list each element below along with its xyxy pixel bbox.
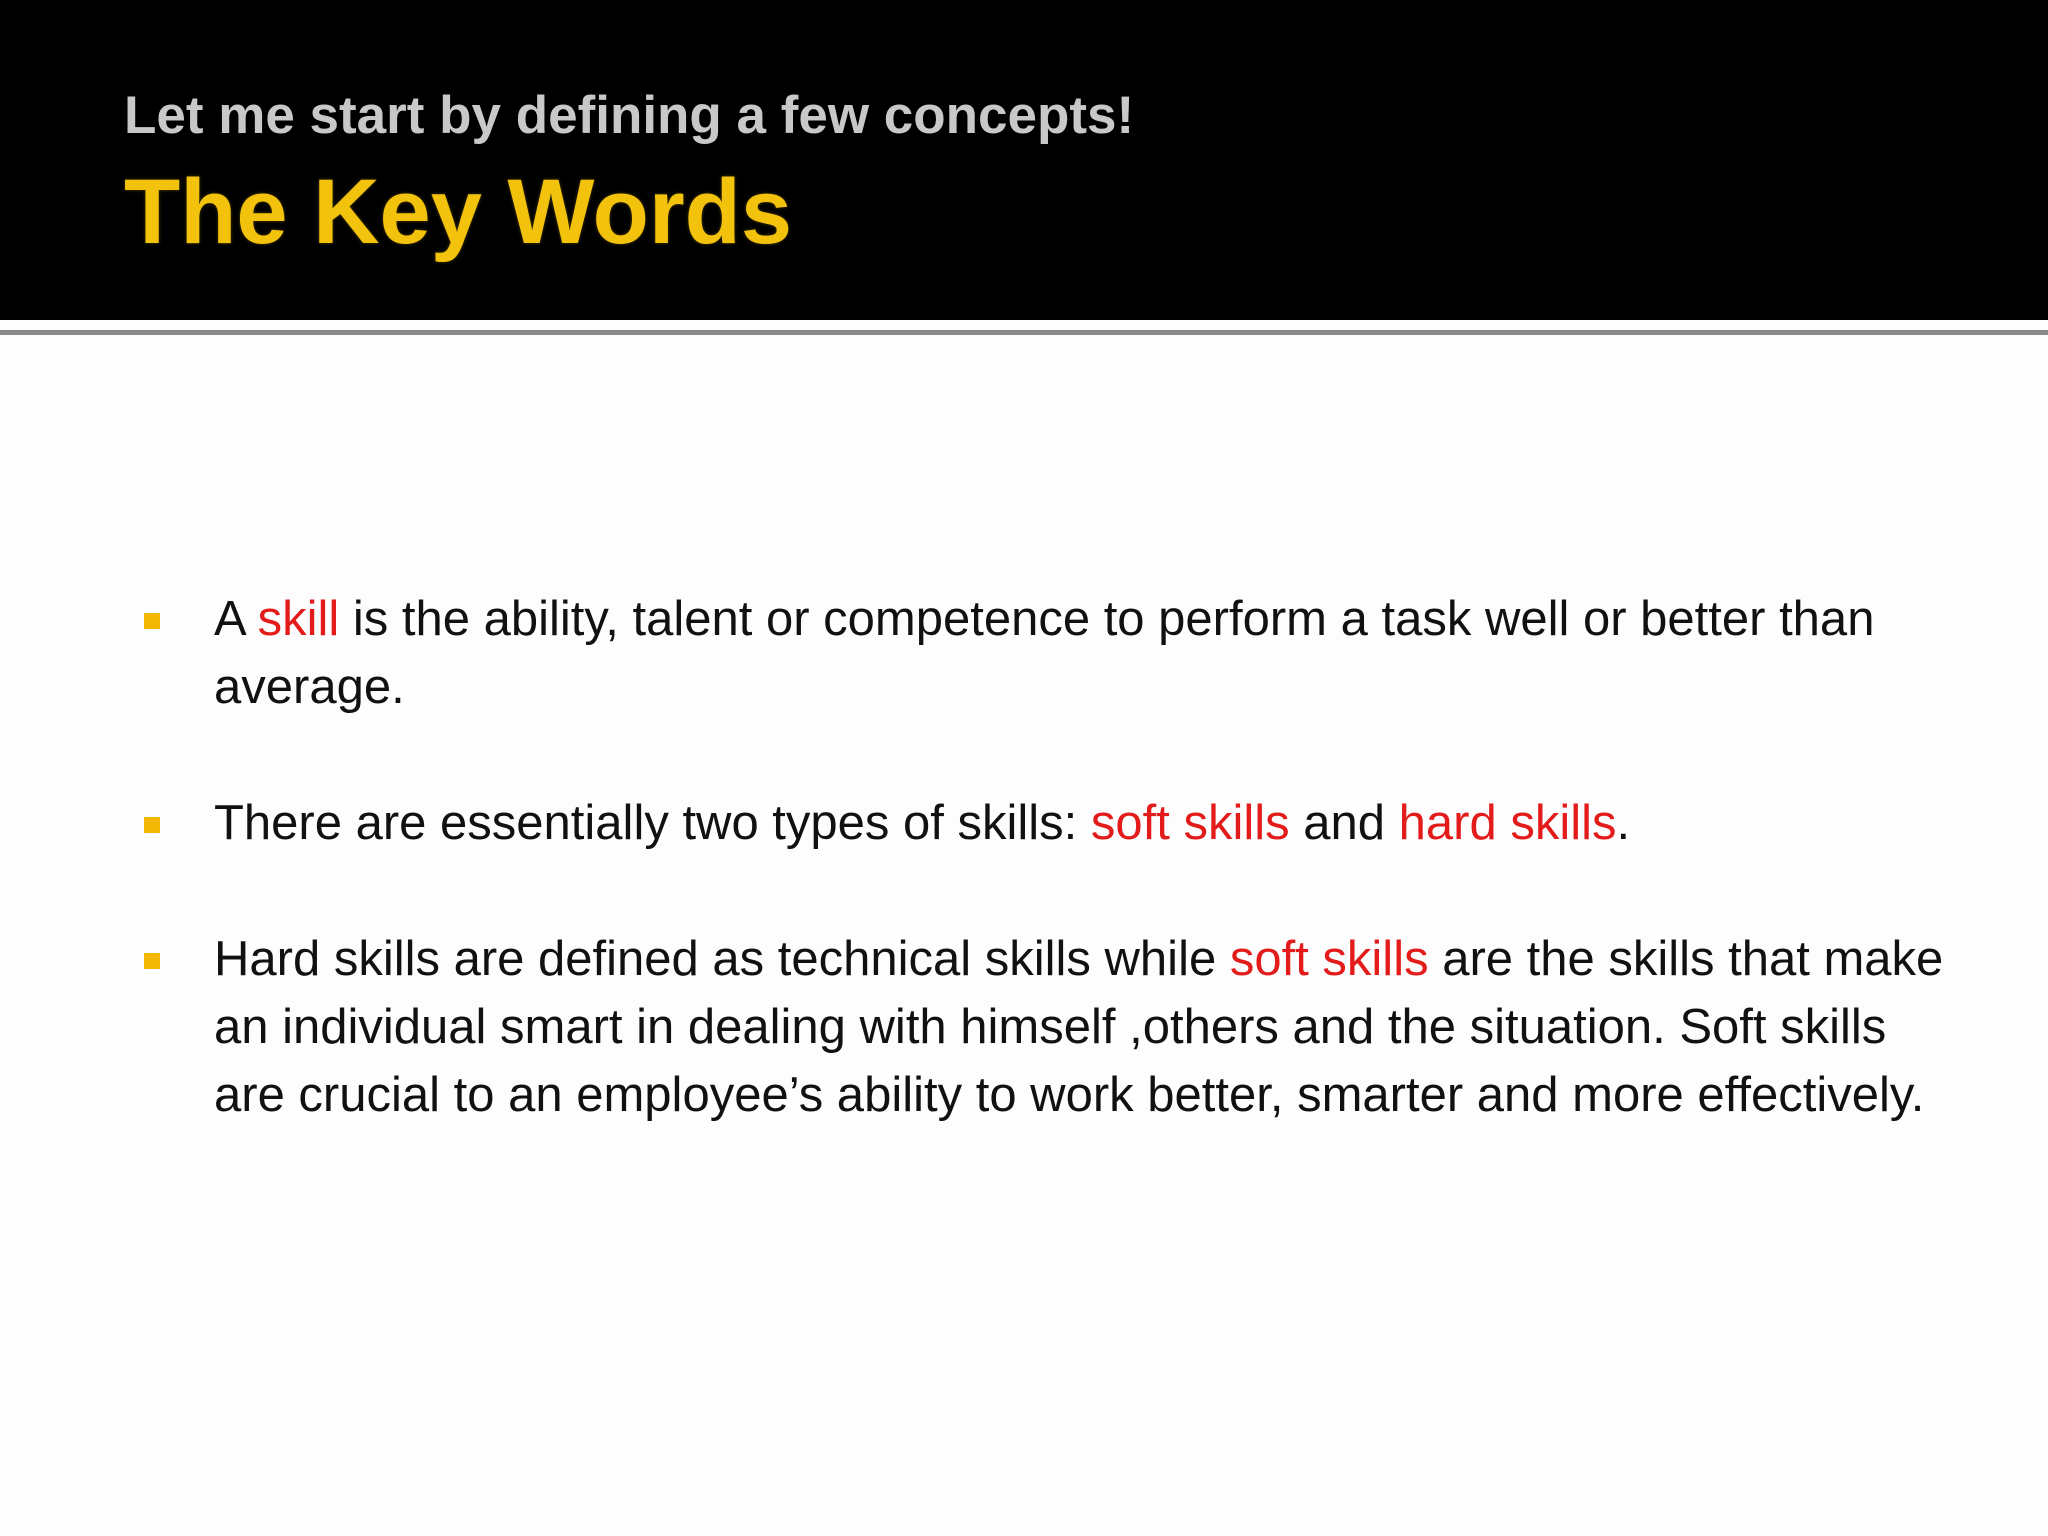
highlight-term-soft-skills: soft skills <box>1229 932 1429 986</box>
bullet-square-icon <box>144 953 160 969</box>
highlight-term-hard-skills: hard skills <box>1398 796 1617 850</box>
bullet-text-segment: Hard skills are defined as technical skills while <box>214 932 1230 986</box>
slide-subtitle: Let me start by defining a few concepts! <box>124 86 1135 145</box>
highlight-term-skill: skill <box>257 592 340 646</box>
bullet-text-segment: There are essentially two types of skills: <box>214 796 1091 850</box>
bullet-text <box>214 585 1944 721</box>
bullet-text-segment: A <box>214 592 258 646</box>
bullet-text-segment: and <box>1289 796 1399 850</box>
highlight-term-soft-skills: soft skills <box>1090 796 1290 850</box>
bullet-text <box>214 789 1944 857</box>
bullet-square-icon <box>144 817 160 833</box>
bullet-text-segment: . <box>1616 796 1631 850</box>
bullet-text-segment: are the skills that make an individual smart in dealing with himself ,others and the situation. Soft skills are crucial to an employee’s ability to work better, smarter and more effectively. <box>214 932 1944 1122</box>
bullet-square-icon <box>144 613 160 629</box>
bullet-text-segment: is the ability, talent or competence to perform a task well or better than average. <box>214 592 1875 714</box>
slide-title: The Key Words <box>124 161 792 263</box>
bullet-text <box>214 925 1944 1129</box>
